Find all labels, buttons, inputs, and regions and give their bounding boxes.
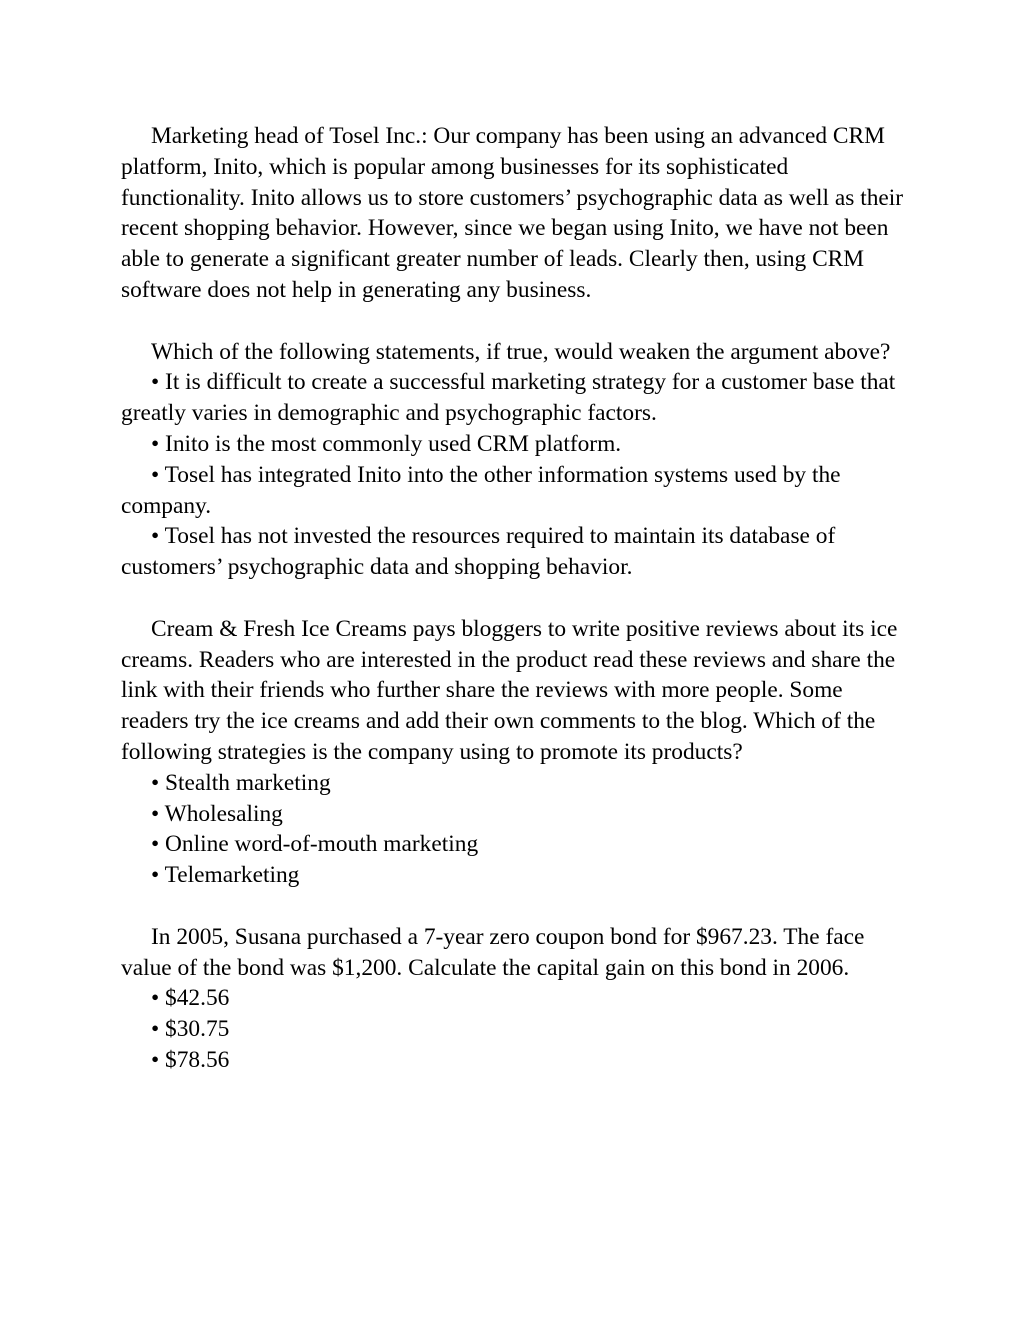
question-4-option-1: • $42.56 bbox=[151, 985, 230, 1012]
question-2-option-3: • Tosel has integrated Inito into the other information systems used by the company. bbox=[121, 461, 841, 519]
question-2-option-2: • Inito is the most commonly used CRM platform. bbox=[151, 430, 622, 457]
question-3-option-4: • Telemarketing bbox=[151, 862, 300, 889]
question-3-option-3: • Online word-of-mouth marketing bbox=[151, 831, 479, 858]
question-2-stem: Which of the following statements, if true, would weaken the argument above? bbox=[151, 338, 891, 365]
question-2-option-4: • Tosel has not invested the resources required to maintain its database of customers’ psychographic data and shopping behavior. bbox=[121, 523, 836, 581]
question-4-option-3: • $78.56 bbox=[151, 1046, 230, 1073]
paragraph-gap bbox=[121, 306, 911, 337]
question-3-option-1: • Stealth marketing bbox=[151, 769, 331, 796]
question-4-option-2: • $30.75 bbox=[151, 1016, 230, 1043]
question-3-option-2: • Wholesaling bbox=[151, 800, 283, 827]
question-3-stem: Cream & Fresh Ice Creams pays bloggers to write positive reviews about its ice creams. Readers who are interested in the product read these reviews and share the link with their friends who further share the reviews with more people. Some readers try the ice creams and add their own comments to the blog. Which of the following strategies is the company using to promote its products? bbox=[121, 615, 898, 765]
question-2-option-1: • It is difficult to create a successful marketing strategy for a customer base that greatly varies in demographic and psychographic factors. bbox=[121, 369, 896, 427]
paragraph-gap bbox=[121, 891, 911, 922]
question-4-stem: In 2005, Susana purchased a 7-year zero coupon bond for $967.23. The face value of the bond was $1,200. Calculate the capital gain on this bond in 2006. bbox=[121, 923, 865, 981]
question-1-stem: Marketing head of Tosel Inc.: Our company has been using an advanced CRM platform, Inito, which is popular among businesses for its sophisticated functionality. Inito allows us to store customers’ psychographic data as well as their recent shopping behavior. However, since we began using Inito, we have not been able to generate a significant greater number of leads. Clearly then, using CRM software does not help in generating any business. bbox=[121, 123, 904, 303]
document-page bbox=[121, 121, 911, 1076]
paragraph-gap bbox=[121, 583, 911, 614]
